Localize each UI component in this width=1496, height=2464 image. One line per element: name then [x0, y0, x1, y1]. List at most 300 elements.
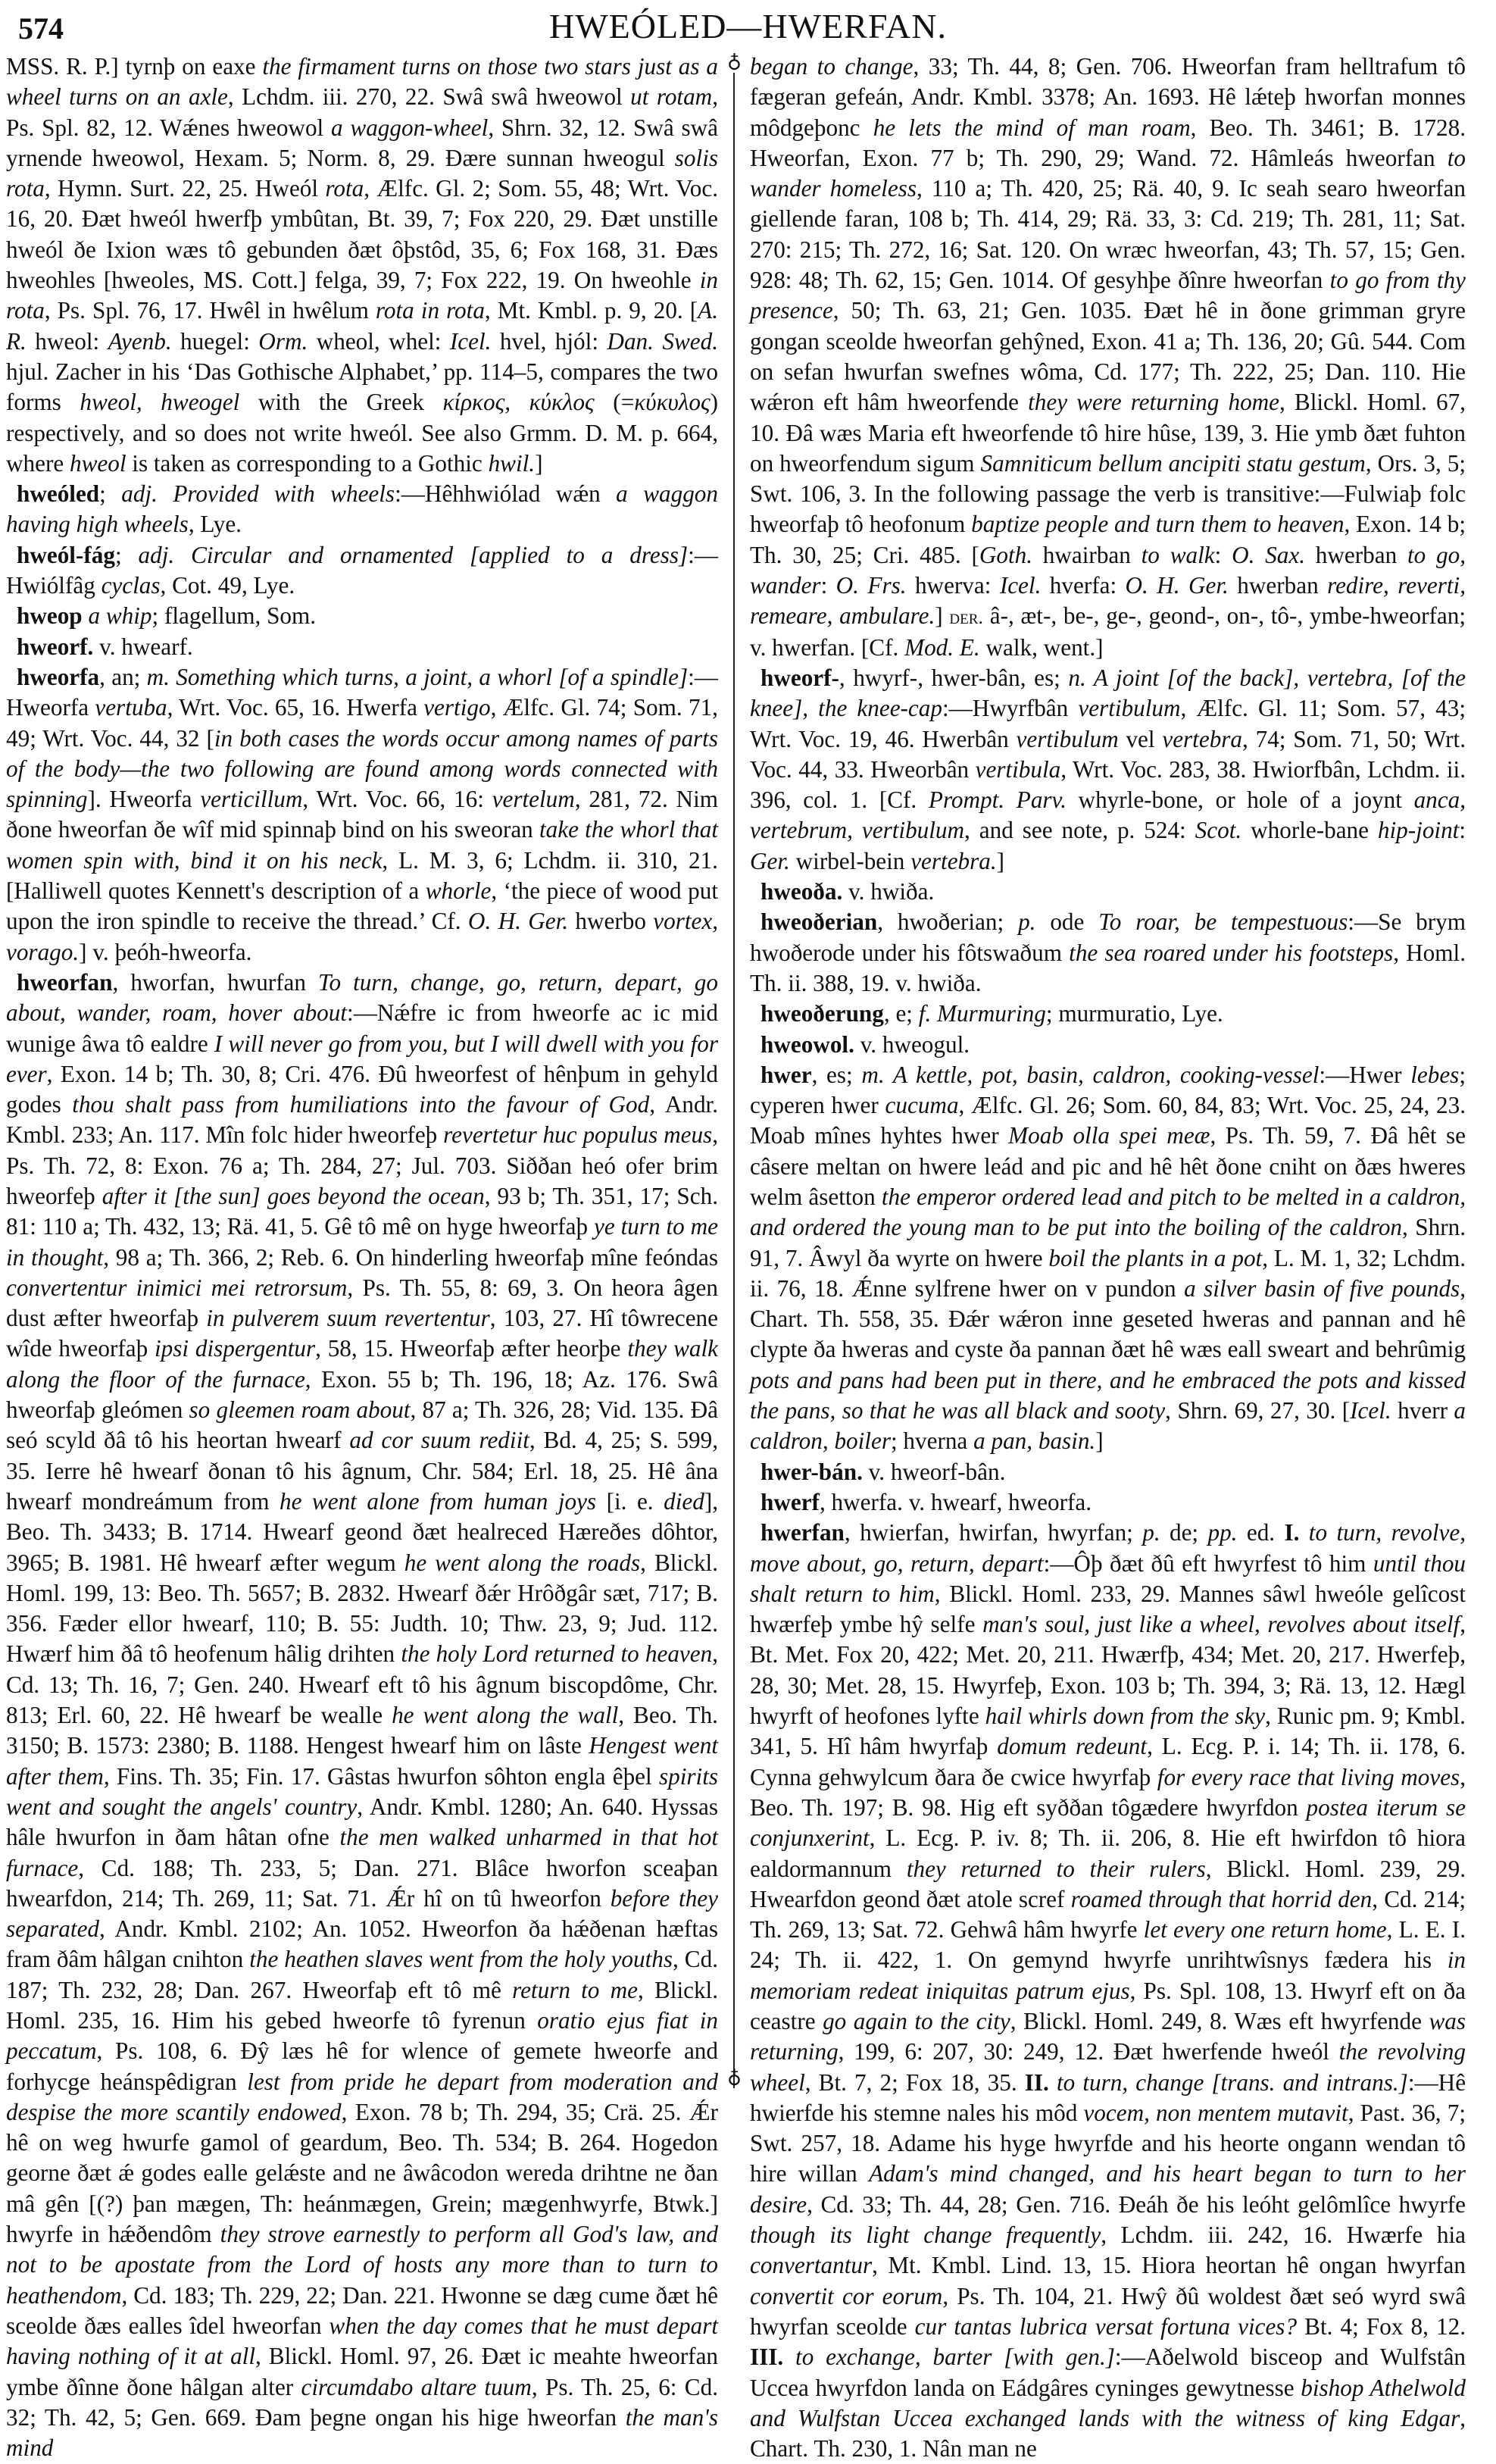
italic-text: κύκυλος: [634, 389, 711, 416]
text-run: v. hweorf-bân.: [862, 1458, 1006, 1485]
text-run: , Chart. Th. 558, 35. Ðǽr wǽron inne geseted hweras and pannan and hê clypte ða hweras and cyste ða pannan ðæt hê wæs eall sweart and behrûmig: [750, 1274, 1466, 1363]
italic-text: O. H. Ger.: [467, 908, 569, 935]
italic-text: for every race that living moves: [1157, 1763, 1460, 1790]
italic-text: he went alone from human joys: [279, 1487, 597, 1515]
text-run: , Wrt. Voc. 283, 38. Hwiorfbân, Lchdm. ii. 396, col. 1. [Cf.: [750, 755, 1466, 814]
italic-text: thou shalt pass from humiliations into the favour of God: [72, 1091, 650, 1118]
text-run: ]. Hweorfa: [87, 786, 201, 813]
italic-text: to walk: [1141, 541, 1215, 568]
column-ornament-bottom-icon: ♁: [727, 2065, 742, 2087]
headword: III.: [750, 2344, 784, 2371]
headword: hweowol.: [760, 1030, 854, 1058]
italic-text: vortex, vorago.: [6, 908, 718, 965]
italic-text: he lets the mind of man roam: [873, 114, 1191, 141]
text-run: , hwierfan, hwirfan, hwyrfan;: [844, 1519, 1143, 1546]
italic-text: verticillum: [200, 786, 303, 813]
text-run: , Blickl. Homl. 97, 26. Ðæt ic meahte hweorfan ymbe ðînne ðone hâlgan alter: [6, 2343, 719, 2400]
italic-text: vertebra: [1162, 725, 1243, 752]
italic-text: Dan. Swed.: [607, 327, 718, 355]
italic-text: p.: [1018, 908, 1036, 936]
italic-text: a pan, basin.: [973, 1427, 1096, 1455]
text-run: , Cd. 188; Th. 233, 5; Dan. 271. Blâce hworfon sceaþan hwearfdon, 214; Th. 269, 11; Sat. 71. Ǽr hî on tû hweorfon: [6, 1854, 718, 1912]
italic-text: to wander homeless: [750, 144, 1466, 202]
text-run: , Chart. Th. 230, 1. Nân man ne: [750, 2404, 1466, 2462]
italic-text: go again to the city: [823, 2008, 1010, 2034]
text-run: , e;: [883, 1000, 919, 1027]
headword: hweoðerung: [760, 1000, 884, 1027]
text-run: , Ps. Spl. 82, 12. Wǽnes hweowol: [6, 83, 718, 141]
headword: hwer: [760, 1061, 812, 1088]
italic-text: ye turn to me in thought: [6, 1213, 718, 1271]
text-run: , Cd. 183; Th. 229, 22; Dan. 221. Hwonne se dæg cume ðæt hê sceolde ðæs ealles îdel hweorfan: [6, 2281, 718, 2339]
italic-text: vertuba: [95, 694, 167, 721]
text-run: , Ps. Spl. 76, 17. Hwêl in hwêlum: [44, 297, 376, 324]
text-run: , hwoðerian;: [877, 908, 1019, 936]
text-run: , 281, 72. Nim ðone hweorfan ðe wîf mid spinnaþ bind on his sweoran: [6, 786, 719, 843]
text-run: , Wrt. Voc. 66, 16:: [302, 786, 492, 813]
italic-text: rota in rota: [375, 297, 485, 324]
italic-text: p.: [1142, 1519, 1160, 1546]
italic-text: Adam's mind changed, and his heart began to turn to her desire: [750, 2160, 1466, 2218]
italic-text: take the whorl that women spin with, bind it on his neck: [6, 816, 718, 874]
text-run: , 110 a; Th. 420, 25; Rä. 40, 9. Ic seah searo hweorfan giellende faran, 108 b; Th. 414, 29; Rä. 33, 3: Cd. 219; Th. 281, 11; Sat. 270: 215; Th. 272, 16; Sat. 120. On wræc hweorfan, 43; Th. 57, 15; Gen. 928: 48; Th. 62, 15; Gen. 1014. Of gesyhþe ðînre hweorfan: [750, 175, 1466, 294]
italic-text: postea iterum se conjunxerint: [750, 1793, 1466, 1852]
italic-text: the revolving wheel: [750, 2038, 1466, 2096]
dictionary-entry: [750, 663, 1466, 877]
italic-text: domum redeunt: [997, 1733, 1148, 1760]
italic-text: vertibulum: [1078, 695, 1181, 722]
text-run: [1049, 2069, 1057, 2096]
small-caps-text: der.: [949, 605, 984, 629]
text-run: , Ps. Th. 25, 6: Cd. 32; Th. 42, 5; Gen. 669. Ðam þegne ongan his hige hweorfan: [6, 2373, 719, 2431]
italic-text: A. R.: [6, 297, 719, 355]
dictionary-entry: [750, 1457, 1466, 1487]
italic-text: so gleemen roam about: [189, 1396, 411, 1424]
text-run: , 93 b; Th. 351, 17; Sch. 81: 110 a; Th. 432, 13; Rä. 41, 5. Gê tô mê on hyge hweorfaþ: [6, 1182, 718, 1240]
text-run: , Fins. Th. 35; Fin. 17. Gâstas hwurfon sôhton engla êþel: [103, 1762, 659, 1790]
headword: hweól-fág: [17, 541, 115, 568]
text-run: , Exon. 14 b; Th. 30, 25; Cri. 485. [: [750, 511, 1466, 568]
text-run: hwerbo: [568, 908, 654, 935]
text-run: Bt. 4; Fox 8, 12.: [1297, 2312, 1466, 2340]
italic-text: m. Something which turns, a joint, a whorl [of a spindle]: [146, 663, 689, 690]
italic-text: Ayenb.: [108, 327, 172, 355]
text-run: :: [820, 572, 836, 599]
italic-text: to turn, change [trans. and intrans.]: [1056, 2068, 1408, 2096]
text-run: v. hwearf.: [93, 633, 193, 660]
italic-text: convertentur inimici mei retrorsum: [6, 1274, 348, 1301]
italic-text: man's soul, just like a wheel, revolves about itself: [982, 1611, 1460, 1638]
italic-text: boil the plants in a pot: [1048, 1244, 1263, 1271]
text-run: , Homl. Th. ii. 388, 19. v. hwiða.: [750, 939, 1466, 996]
text-run: [783, 2344, 795, 2370]
text-run: ]: [1095, 1427, 1104, 1455]
italic-text: lebes: [1410, 1061, 1460, 1088]
text-run: vel: [1118, 725, 1163, 752]
text-run: :—Nǽfre ic from hweorfe ac ic mid wunige âwa tô ealdre: [6, 999, 718, 1057]
text-run: , Cd. 214; Th. 269, 13; Sat. 72. Gehwâ hâm hwyrfe: [750, 1885, 1466, 1943]
right-column: [750, 52, 1466, 2464]
text-run: ) respectively, and so does not write hweól. See also Grmm. D. M. p. 664, where: [6, 389, 718, 477]
text-run: , Cd. 187; Th. 232, 28; Dan. 267. Hweorfaþ eft tô mê: [6, 1946, 718, 2003]
text-run: , Beo. Th. 197; B. 98. Hig eft syððan tôgædere hwyrfdon: [750, 1763, 1466, 1821]
dictionary-entry: [6, 601, 718, 631]
italic-text: solis rota: [6, 144, 718, 202]
entry-continuation: [750, 52, 1466, 663]
text-run: , Ælfc. Gl. 2; Som. 55, 48; Wrt. Voc. 16, 20. Ðæt hweól hwerfþ ymbûtan, Bt. 39, 7; Fox 220, 29. Ðæt unstille hweól ðe Ixion wæs tô gebunden ðæt ôþstôd, 35, 6; Fox 168, 31. Ðæs hweohles [hweoles, MS. Cott.] felga, 39, 7; Fox 222, 19. On hweohle: [6, 175, 719, 294]
headword: hwerf: [760, 1488, 820, 1515]
text-run: , Hymn. Surt. 22, 25. Hweól: [44, 175, 326, 202]
text-run: ode: [1035, 908, 1099, 936]
text-run: ]: [535, 449, 543, 477]
italic-text: they walk along the floor of the furnace: [6, 1335, 718, 1393]
text-run: :: [1459, 817, 1466, 844]
text-run: whyrle-bone, or hole of a joynt: [1066, 786, 1414, 814]
text-run: ; murmuratio, Lye.: [1045, 1000, 1223, 1027]
text-run: , hworfan, hwurfan: [112, 968, 319, 996]
italic-text: lest from pride he depart from moderation and despise the more scantily endowed: [6, 2068, 719, 2125]
text-run: , Blickl. Homl. 199, 13: Beo. Th. 5657; B. 2832. Hwearf ðǽr Hrôðgâr sæt, 717; B. 356. Fæder ellor hwearf, 110; B. 55: Judth. 10; Thw. 23, 9; Jud. 112. Hwærf him ðâ tô heofenum hâlig drihten: [6, 1549, 719, 1668]
text-run: hwerban: [1228, 572, 1328, 599]
italic-text: ut rotam: [630, 83, 713, 111]
text-run: with the Greek: [239, 389, 443, 416]
text-run: v. hweogul.: [854, 1030, 970, 1058]
text-run: :—Hwer: [1319, 1061, 1411, 1088]
text-run: , 33; Th. 44, 8; Gen. 706. Hweorfan fram helltrafum tô fægeran gefeán, Andr. Kmbl. 3378; An. 1693. Hê lǽteþ hworfan monnes môdgeþonc: [750, 53, 1466, 141]
text-run: , Runic pm. 9; Kmbl. 341, 5. Hî hâm hwyrfaþ: [750, 1703, 1466, 1760]
dictionary-entry: [750, 1518, 1466, 2464]
italic-text: vertelum: [492, 786, 575, 813]
italic-text: cucuma: [885, 1092, 959, 1119]
italic-text: they returned to their rulers: [906, 1855, 1206, 1882]
text-run: :—Hê hwierfde his stemne nales his môd: [750, 2068, 1466, 2126]
text-run: , Ælfc. Gl. 26; Som. 60, 84, 83; Wrt. Voc. 25, 24, 23. Moab mînes hyhtes hwer: [750, 1092, 1466, 1149]
dictionary-entry: [6, 540, 718, 602]
entry-continuation: [6, 52, 718, 479]
text-run: , L. Ecg. P. i. 14; Th. ii. 178, 6. Cynna gehwylcum ðara ðe cwice hwyrfaþ: [750, 1733, 1466, 1790]
italic-text: Moab olla spei meæ: [1008, 1122, 1210, 1149]
italic-text: to turn, revolve, move about, go, return, depart: [750, 1519, 1466, 1577]
text-run: , es;: [811, 1061, 862, 1088]
text-run: , Ps. Spl. 108, 13. Hwyrf eft on ða ceastre: [750, 1977, 1466, 2034]
text-run: ; flagellum, Som.: [151, 602, 317, 630]
italic-text: convertit cor eorum: [750, 2282, 943, 2309]
italic-text: Scot.: [1195, 817, 1242, 844]
italic-text: oratio ejus fiat in peccatum: [6, 2007, 718, 2065]
text-run: , Blickl. Homl. 235, 16. Him his gebed hweorfe tô fyrenun: [6, 1976, 719, 2034]
italic-text: the emperor ordered lead and pitch to be melted in a caldron, and ordered the young man to be put into the boiling of the caldron: [750, 1183, 1466, 1241]
text-run: , Beo. Th. 3461; B. 1728. Hweorfan, Exon. 77 b; Th. 290, 29; Wand. 72. Hâmleás hweorfan: [750, 114, 1466, 171]
italic-text: they were returning home: [1028, 389, 1280, 416]
headword: I.: [1284, 1519, 1300, 1546]
text-run: , hwyrf-, hwer-bân, es;: [839, 664, 1069, 691]
text-run: hvel, hjól:: [491, 327, 607, 355]
dictionary-entry: [750, 999, 1466, 1029]
dictionary-entry: [6, 968, 718, 2464]
text-run: , Ps. Th. 72, 8: Exon. 76 a; Th. 284, 27; Jul. 703. Siððan heó ofer brim hweorfeþ: [6, 1121, 718, 1209]
italic-text: before they separated: [6, 1884, 718, 1943]
italic-text: f. Murmuring: [918, 1000, 1046, 1027]
italic-text: vertebra.: [910, 847, 997, 874]
italic-text: return to me: [512, 1976, 638, 2003]
italic-text: Mod. E.: [904, 633, 980, 661]
italic-text: a waggon having high wheels: [6, 480, 718, 538]
text-run: ]: [996, 847, 1005, 874]
text-run: whorle-bane: [1241, 817, 1378, 844]
text-run: , Ælfc. Gl. 11; Som. 57, 43; Wrt. Voc. 19, 46. Hwerbân: [750, 695, 1466, 752]
text-run: , Past. 36, 7; Swt. 257, 18. Adame his hyge hwyrfde and his heorte ongann wendan tô hire willan: [750, 2099, 1466, 2187]
text-run: , Lchdm. iii. 242, 16. Hwærfe hia: [1101, 2222, 1466, 2249]
text-run: , and see note, p. 524:: [964, 817, 1195, 844]
italic-text: Goth.: [979, 541, 1033, 568]
italic-text: cur tantas lubrica versat fortuna vices?: [914, 2312, 1298, 2340]
text-run: v. hwiða.: [842, 878, 935, 905]
text-run: â-, æt-, be-, ge-, geond-, on-, tô-, ymbe-hweorfan; v. hwerfan. [Cf.: [750, 602, 1466, 661]
italic-text: after it [the sun] goes beyond the ocean: [102, 1182, 485, 1209]
italic-text: ad cor suum rediit: [349, 1427, 529, 1454]
text-run: hweol:: [26, 327, 108, 355]
italic-text: the holy Lord returned to heaven: [401, 1640, 713, 1668]
text-run: , 50; Th. 63, 21; Gen. 1035. Ðæt hê in ðone grimman gryre gongan sceolde hweorfan gehŷned, Exon. 41 a; Th. 136, 20; Gû. 544. Com on sefan hwurfan swefnes wôma, Cd. 177; Th. 222, 25; Dan. 110. Hie wǽron eft hâm hweorfende: [750, 297, 1466, 416]
text-run: , Shrn. 32, 12. Swâ swâ yrnende hweowol, Hexam. 5; Norm. 8, 29. Ðære sunnan hweogul: [6, 114, 718, 171]
italic-text: spirits went and sought the angels' country: [6, 1762, 718, 1820]
text-run: hjul. Zacher in his ‘Das Gothische Alphabet,’ pp. 114–5, compares the two forms: [6, 358, 718, 416]
italic-text: anca, vertebrum, vertibulum: [750, 786, 1466, 844]
italic-text: baptize people and turn them to heaven: [971, 511, 1345, 538]
text-run: ], Beo. Th. 3433; B. 1714. Hwearf geond ðæt healreced Hæreðes dôhtor, 3965; B. 1981. Hê hwearf æfter wegum: [6, 1487, 718, 1576]
italic-text: he went along the wall: [392, 1702, 619, 1729]
column-ornament-top-icon: ♁: [727, 50, 742, 72]
italic-text: the sea roared under his footsteps: [1069, 939, 1394, 966]
italic-text: hip-joint: [1377, 817, 1460, 844]
italic-text: the firmament turns on those two stars just as a wheel turns on an axle: [6, 53, 718, 111]
italic-text: a waggon-wheel: [331, 114, 489, 141]
italic-text: the heathen slaves went from the holy youths: [249, 1946, 673, 1973]
italic-text: Samniticum bellum ancipiti statu gestum: [980, 449, 1366, 477]
text-run: , Blickl. Homl. 249, 8. Wæs eft hwyrfende: [1010, 2008, 1429, 2034]
dictionary-entry: [6, 632, 718, 662]
italic-text: Icel.: [449, 327, 492, 355]
text-run: walk, went.]: [979, 633, 1104, 661]
text-run: :—Hwiólfâg: [6, 541, 718, 599]
italic-text: hwil.: [488, 449, 536, 477]
text-run: , Blickl. Homl. 233, 29. Mannes sâwl hweóle gelîcost hwærfeþ ymbe hŷ selfe: [750, 1580, 1466, 1638]
text-run: , Bd. 4, 25; S. 599, 35. Ierre hê hwearf ðonan tô his âgnum, Chr. 584; Erl. 18, 25. Hê âna hwearf mondreámum from: [6, 1427, 718, 1515]
italic-text: Prompt. Parv.: [928, 786, 1067, 814]
italic-text: he went along the roads: [404, 1549, 641, 1576]
text-run: hwerva:: [906, 572, 1000, 599]
italic-text: Icel.: [999, 572, 1042, 599]
text-run: ; cyperen hwer: [750, 1061, 1466, 1119]
italic-text: bishop Athelwold and Wulfstan Uccea exchanged lands with the witness of king Edgar: [750, 2374, 1466, 2431]
text-run: , hwerfa. v. hwearf, hweorfa.: [819, 1488, 1092, 1515]
headword: hweóled: [17, 480, 100, 508]
italic-text: hweol, hweogel: [80, 389, 240, 416]
text-run: , Cot. 49, Lye.: [160, 572, 295, 599]
italic-text: m. A kettle, pot, basin, caldron, cooking-vessel: [861, 1061, 1320, 1088]
text-run: , Cd. 13; Th. 16, 7; Gen. 240. Hwearf eft tô his âgnum biscopdôme, Chr. 813; Erl. 60, 22. Hê hwearf be wealle: [6, 1640, 718, 1729]
italic-text: hail whirls down from the sky: [985, 1703, 1266, 1730]
italic-text: vertigo: [423, 694, 491, 721]
text-run: , 58, 15. Hweorfaþ æfter heorþe: [315, 1335, 628, 1362]
text-run: wirbel-bein: [789, 847, 911, 874]
italic-text: they strove earnestly to perform all God's law, and not to be apostate from the Lord of hosts any more than to turn to heathendom: [6, 2221, 718, 2309]
text-run: , ‘the piece of wood put upon the iron spindle to receive the thread.’ Cf.: [6, 877, 718, 935]
left-column: [6, 52, 718, 2463]
italic-text: the men walked unharmed in that hot furnace: [6, 1824, 718, 1881]
italic-text: began to change: [750, 53, 914, 80]
text-run: is taken as corresponding to a Gothic: [126, 449, 489, 477]
italic-text: the man's mind: [6, 2403, 718, 2462]
text-run: , Ps. Th. 104, 21. Hwŷ ðû woldest ðæt seó wyrd swâ hwyrfan sceolde: [750, 2282, 1466, 2340]
text-run: [i. e.: [596, 1487, 664, 1515]
text-run: , Ps. Th. 59, 7. Ðâ hêt se câsere meltan on hwere leád and pic and hê hêt ðone cniht on ðæs hweres welm âsetton: [750, 1122, 1466, 1210]
italic-text: in memoriam redeat iniquitas patrum ejus: [750, 1946, 1466, 2004]
italic-text: κίρκος, κύκλος: [442, 389, 595, 416]
text-run: :—Hweorfa: [6, 663, 718, 721]
italic-text: a whip: [88, 602, 152, 630]
italic-text: hweol: [69, 449, 126, 477]
text-run: , Shrn. 69, 27, 30. [: [1165, 1397, 1351, 1424]
text-run: :—Se brym hwoðerode under his fôtswaðum: [750, 908, 1466, 966]
italic-text: died: [664, 1487, 704, 1515]
text-run: :—Ôþ ðæt ðû eft hwyrfest tô him: [1043, 1549, 1373, 1577]
text-run: ; hverna: [890, 1427, 974, 1455]
headword: hwerfan: [760, 1519, 845, 1546]
text-run: , 199, 6: 207, 30: 249, 12. Ðæt hwerfende hweól: [838, 2038, 1339, 2065]
text-run: huegel:: [171, 327, 259, 355]
text-run: hwairban: [1032, 541, 1142, 568]
italic-text: let every one return home: [1143, 1916, 1387, 1943]
dictionary-entry: [750, 1060, 1466, 1457]
text-run: , 87 a; Th. 326, 28; Vid. 135. Ðâ seó scyld ðâ tô his heortan hwearf: [6, 1396, 718, 1454]
text-run: , Bt. Met. Fox 20, 422; Met. 20, 211. Hwærfþ, 434; Met. 20, 217. Hwerfeþ, 28, 30; Met. 28, 15. Hwyrfeþ, Exon. 103 b; Th. 394, 3; Rä. 13, 12. Hægl hwyrft of heofones lyfte: [750, 1611, 1466, 1730]
text-run: MSS. R. P.] tyrnþ on eaxe: [6, 53, 263, 80]
headword: hweorf.: [17, 633, 94, 660]
dictionary-entry: [750, 1487, 1466, 1518]
italic-text: adj. Circular and ornamented [applied to a dress]: [138, 541, 689, 568]
headword: hweoða.: [760, 878, 843, 905]
italic-text: vertibulum: [1016, 725, 1119, 752]
text-run: [1299, 1519, 1308, 1546]
italic-text: O. Sax.: [1232, 541, 1305, 568]
text-run: , Wrt. Voc. 65, 16. Hwerfa: [167, 694, 424, 721]
italic-text: pots and pans had been put in there, and he embraced the pots and kissed the pans, so that he was all black and sooty: [750, 1366, 1466, 1424]
italic-text: Ger.: [750, 847, 790, 874]
text-run: de;: [1160, 1519, 1208, 1546]
text-run: , Ps. Th. 55, 8: 69, 3. On heora âgen dust æfter hweorfaþ: [6, 1274, 718, 1332]
text-run: , Mt. Kmbl. p. 9, 20. [: [484, 297, 698, 324]
text-run: , Andr. Kmbl. 233; An. 117. Mîn folc hider hweorfeþ: [6, 1091, 718, 1149]
dictionary-entry: [6, 662, 718, 968]
text-run: :—Hêhhwiólad wǽn: [395, 480, 617, 508]
italic-text: vertibula: [975, 755, 1061, 783]
italic-text: in both cases the words occur among names of parts of the body—the two following are found among words connected with spinning: [6, 724, 718, 813]
text-run: , Exon. 55 b; Th. 196, 18; Az. 176. Swâ hweorfaþ gleómen: [6, 1365, 718, 1424]
italic-text: when the day comes that he must depart having nothing of it at all: [6, 2312, 718, 2370]
italic-text: Icel.: [1350, 1397, 1391, 1424]
italic-text: ipsi dispergentur: [155, 1335, 316, 1362]
headword: hweoðerian: [760, 908, 878, 936]
text-run: , L. E. I. 24; Th. ii. 422, 1. On gemynd hwyrfe unrihtwîsnys fædera his: [750, 1916, 1466, 1974]
text-run: , Lye.: [188, 511, 242, 538]
italic-text: rota: [325, 175, 364, 202]
text-run: , Ælfc. Gl. 74; Som. 71, 49; Wrt. Voc. 44, 32 [: [6, 694, 718, 752]
headword: II.: [1024, 2068, 1049, 2096]
text-run: , Mt. Kmbl. Lind. 13, 15. Hiora heortan hê ongan hwyrfan: [872, 2252, 1466, 2279]
text-run: , Exon. 14 b; Th. 30, 8; Cri. 476. Ðû hweorfest of hênþum in gehyld godes: [6, 1060, 718, 1118]
column-divider: [733, 73, 735, 2088]
text-run: , Exon. 78 b; Th. 294, 35; Crä. 25. Ǽr hê on weg hwurfe gamol of geardum, Beo. Th. 534; B. 264. Hogedon georne ðæt ǽ godes ealle gelǽste and ne âwâcodon wereda drihtne ne ðan mâ gên [(?) þan mægen, Th: heánmægen, Grein; mægenhwyrfe, Btwk.] hwyrfe in hǽðendôm: [6, 2098, 719, 2248]
italic-text: convertantur: [750, 2252, 873, 2279]
italic-text: circumdabo altare tuum: [301, 2373, 532, 2400]
dictionary-entry: [6, 479, 718, 540]
text-run: , an;: [99, 663, 147, 690]
italic-text: to go, wander: [750, 541, 1466, 599]
text-run: :—Aðelwold bisceop and Wulfstân Uccea hwyrfdon landa on Eádgâres cyninges gewytnesse: [750, 2344, 1466, 2401]
text-run: , Bt. 7, 2; Fox 18, 35.: [804, 2068, 1025, 2096]
text-run: hwerban: [1305, 541, 1407, 568]
text-run: :: [1214, 541, 1232, 568]
italic-text: To turn, change, go, return, depart, go about, wander, roam, hover about: [6, 968, 718, 1027]
text-run: , Blickl. Homl. 239, 29. Hwearfdon geond ðæt atole scref: [750, 1855, 1466, 1912]
text-run: , 103, 27. Hî tôwrecene wîde hweorfaþ: [6, 1305, 718, 1362]
italic-text: Orm.: [258, 327, 308, 355]
text-run: , L. Ecg. P. iv. 8; Th. ii. 206, 8. Hie eft hwirfdon tô hiora ealdormannum: [750, 1825, 1466, 1882]
italic-text: n. A joint [of the back], vertebra, [of the knee], the knee-cap: [750, 664, 1466, 722]
page-number: 574: [18, 11, 64, 45]
text-run: :—Hwyrfbân: [942, 695, 1079, 722]
headword: hweorfa: [17, 663, 100, 690]
text-run: , Ps. 108, 6. Ðŷ læs hê for wlence of gemete hweorfe and forhycge heánspêdigran: [6, 2037, 718, 2095]
italic-text: until thou shalt return to him: [750, 1549, 1466, 1607]
italic-text: I will never go from you, but I will dwell with you for ever: [6, 1030, 719, 1087]
text-run: wheol, whel:: [308, 327, 450, 355]
text-run: , Lchdm. iii. 270, 22. Swâ swâ hweowol: [227, 83, 631, 111]
text-run: , Beo. Th. 3150; B. 1573: 2380; B. 1188. Hengest hwearf him on lâste: [6, 1702, 718, 1759]
italic-text: roamed through that horrid den: [1070, 1885, 1373, 1912]
dictionary-entry: [750, 907, 1466, 999]
italic-text: a caldron, boiler: [750, 1397, 1466, 1455]
headword: hweorf-: [760, 664, 839, 691]
dictionary-entry: [750, 1030, 1466, 1060]
text-run: , Ors. 3, 5; Swt. 106, 3. In the following passage the verb is transitive:—Fulwiaþ folc hweorfaþ tô heofonum: [750, 449, 1466, 538]
text-run: hverfa:: [1041, 572, 1126, 599]
dictionary-entry: [750, 877, 1466, 907]
text-run: , 98 a; Th. 366, 2; Reb. 6. On hinderling hweorfaþ mîne feóndas: [103, 1243, 718, 1271]
text-run: (=: [594, 389, 635, 416]
running-title: HWEÓLED—HWERFAN.: [549, 7, 947, 45]
italic-text: though its light change frequently: [750, 2222, 1101, 2249]
italic-text: O. H. Ger.: [1125, 572, 1229, 599]
text-run: , Cd. 33; Th. 44, 28; Gen. 716. Ðeáh ðe his leóht gelômlîce hwyrfe: [807, 2190, 1466, 2218]
italic-text: was returning: [750, 2008, 1466, 2065]
text-run: , Blickl. Homl. 67, 10. Ðâ wæs Maria eft hweorfende tô hire hûse, 139, 3. Hie ymb ðæt fuhton on hweorfendum sigum: [750, 389, 1466, 477]
italic-text: to exchange, barter [with gen.]: [795, 2344, 1115, 2371]
italic-text: whorle: [425, 877, 492, 905]
text-run: ;: [99, 480, 122, 508]
italic-text: redire, reverti, remeare, ambulare.: [750, 572, 1466, 630]
text-run: ed.: [1237, 1519, 1285, 1546]
text-run: hverr: [1391, 1397, 1454, 1424]
italic-text: in pulverem suum revertentur: [206, 1305, 490, 1332]
italic-text: O. Frs.: [835, 572, 907, 599]
italic-text: Hengest went after them: [6, 1732, 718, 1790]
italic-text: cyclas: [101, 572, 161, 599]
text-run: , L. M. 3, 6; Lchdm. ii. 310, 21. [Halliwell quotes Kennett's description of a: [6, 846, 718, 905]
italic-text: a silver basin of five pounds: [1184, 1274, 1460, 1302]
italic-text: in rota: [6, 267, 718, 324]
